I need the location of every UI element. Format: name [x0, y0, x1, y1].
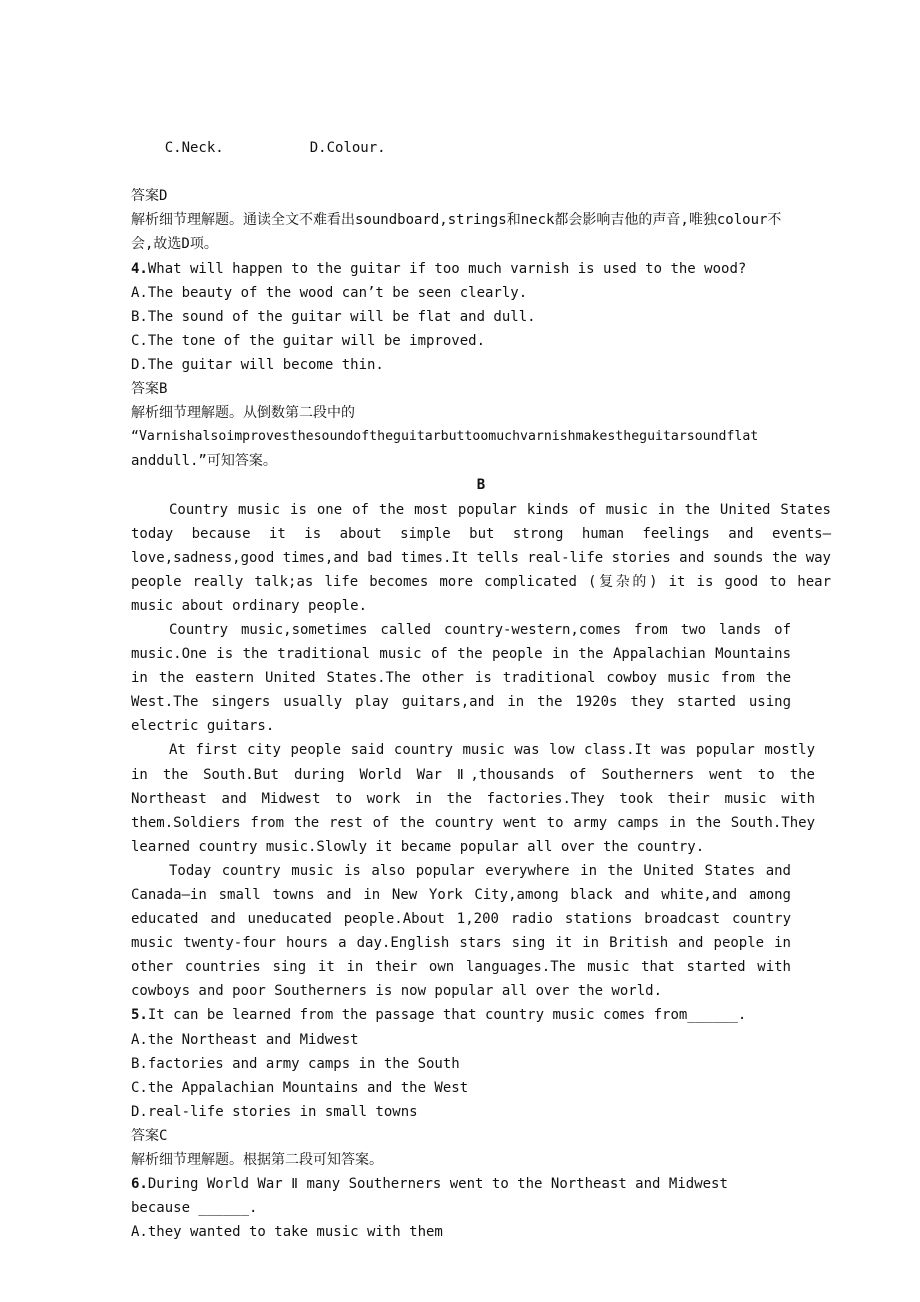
q5-stem-text: It can be learned from the passage that country music comes from______.: [147, 1007, 747, 1024]
q6-stem-line2: because ______.: [131, 1200, 258, 1217]
q6-stem-line1: [131, 1172, 831, 1196]
q3-answer: 答案D: [131, 188, 168, 205]
q4-option-c: C.The tone of the guitar will be improved.: [131, 332, 486, 349]
document-page: [131, 112, 831, 1244]
q6-stem-text: During World War Ⅱ many Southerners went to the Northeast and Midwest: [147, 1176, 728, 1193]
passage-b-paragraph-4: Today country music is also popular everywhere in the United States and Canada—in small towns and in New York City,among black and white,and among educated and uneducated people.About 1,200 radio stations broadcast country music twenty-four hours a day.English stars sing it in British and people in other countries sing it in their own languages.The music that started with cowboys and poor Southerners is now popular all over the world.: [131, 862, 791, 1000]
q5-number: 5.: [131, 1007, 148, 1024]
q6-number: 6.: [131, 1176, 148, 1193]
q5-stem: [131, 1003, 831, 1027]
q5-answer: 答案C: [131, 1127, 168, 1144]
passage-b-paragraph-1: Country music is one of the most popular kinds of music in the United States today because it is about simple but strong human feelings and events—love,sadness,good times,and bad times.It tells real-life stories and sounds the way people really talk;as life becomes more complicated (复杂的) it is good to hear music about ordinary people.: [131, 501, 831, 614]
q4-analysis-line3: anddull.”可知答案。: [131, 453, 277, 470]
q4-stem: [131, 257, 831, 281]
q5-analysis: 解析细节理解题。根据第二段可知答案。: [131, 1152, 383, 1169]
passage-b-paragraph-3: At first city people said country music was low class.It was popular mostly in the South.But during World War Ⅱ,thousands of Southerners went to the Northeast and Midwest to work in the factories.They took their music with them.Soldiers from the rest of the country went to army camps in the South.They learned country music.Slowly it became popular all over the country.: [131, 742, 815, 855]
passage-b-paragraph-2: Country music,sometimes called country-western,comes from two lands of music.One is the traditional music of the people in the Appalachian Mountains in the eastern United States.The other is traditional cowboy music from the West.The singers usually play guitars,and in the 1920s they started using electric guitars.: [131, 621, 791, 735]
q5-option-c: C.the Appalachian Mountains and the West: [131, 1079, 469, 1096]
q3-options-row: [131, 112, 831, 184]
q3-option-c: C.Neck.: [164, 140, 224, 157]
q4-analysis-line1: 解析细节理解题。从倒数第二段中的: [131, 405, 355, 422]
q4-stem-text: What will happen to the guitar if too much varnish is used to the wood?: [147, 260, 747, 277]
q4-option-b: B.The sound of the guitar will be flat and dull.: [131, 308, 536, 325]
q4-option-d: D.The guitar will become thin.: [131, 356, 384, 373]
q3-option-d: D.Colour.: [309, 140, 386, 157]
q5-option-b: B.factories and army camps in the South: [131, 1055, 460, 1072]
q4-number: 4.: [131, 260, 148, 277]
q4-option-a: A.The beauty of the wood can’t be seen clearly.: [131, 284, 528, 301]
q4-analysis-line2: “Varnishalsoimprovesthesoundoftheguitarbuttoomuchvarnishmakestheguitarsoundflat: [131, 429, 759, 445]
q3-analysis: 解析细节理解题。通读全文不难看出soundboard,strings和neck都会影响吉他的声音,唯独colour不会,故选D项。: [131, 212, 782, 253]
q5-option-d: D.real-life stories in small towns: [131, 1103, 418, 1120]
passage-b-heading: B: [476, 477, 486, 494]
q4-answer: 答案B: [131, 381, 168, 398]
q5-option-a: A.the Northeast and Midwest: [131, 1031, 359, 1048]
q6-option-a: A.they wanted to take music with them: [131, 1224, 443, 1241]
